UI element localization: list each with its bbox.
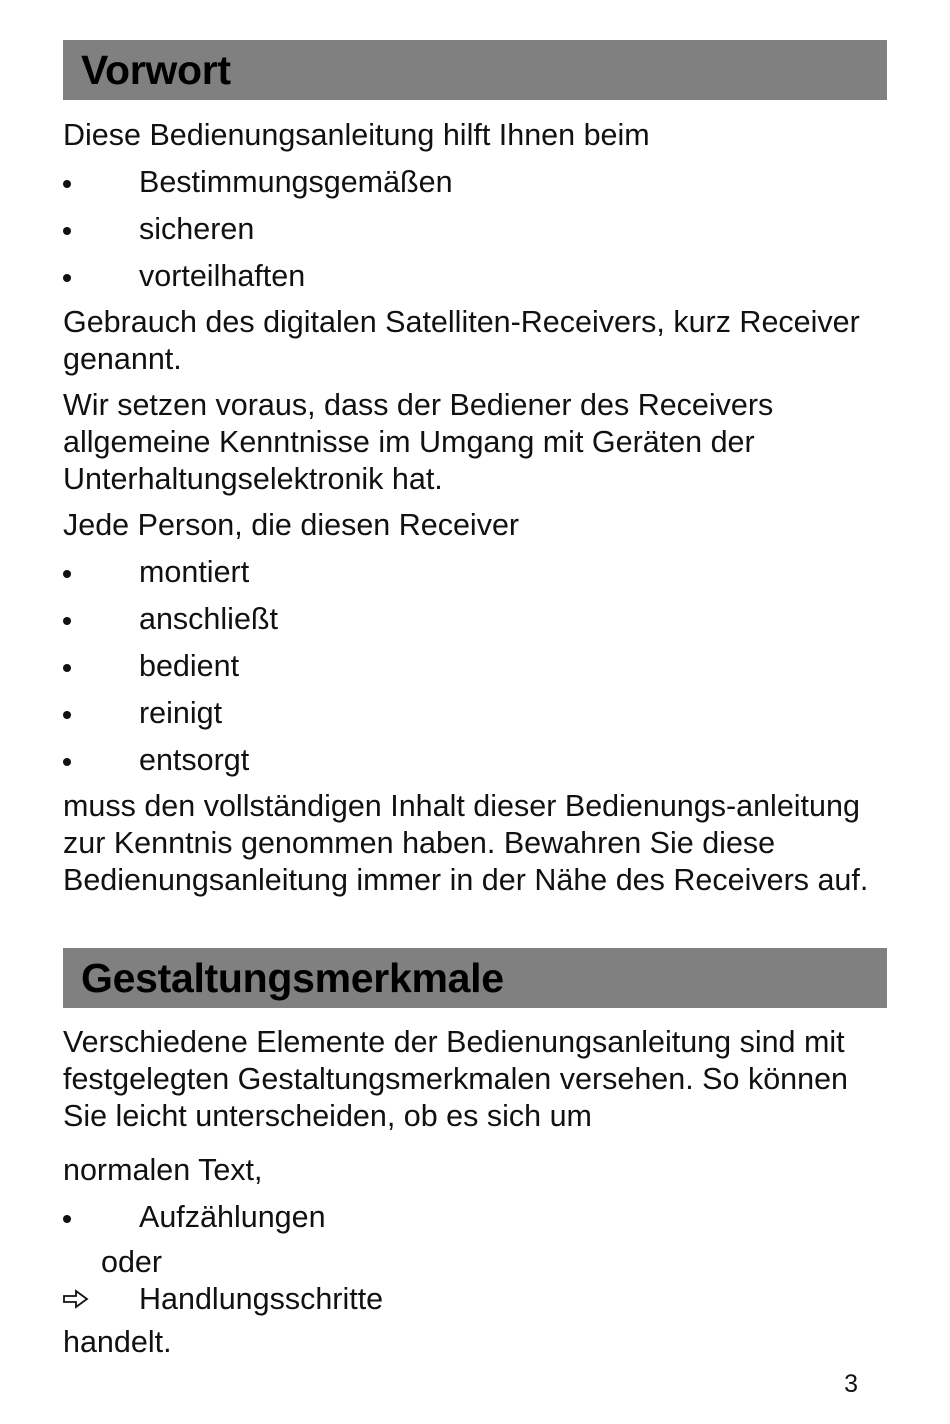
list-item: montiert [63, 554, 887, 591]
bullet-icon [63, 664, 71, 672]
list-item: bedient [63, 648, 887, 685]
usage-list [63, 164, 887, 295]
bullet-icon [63, 180, 71, 188]
bullet-icon [63, 227, 71, 235]
bullet-icon [63, 570, 71, 578]
document-page [63, 40, 887, 1361]
paragraph: Jede Person, die diesen Receiver [63, 508, 520, 542]
paragraph: Gebrauch des digitalen Satelliten-Receivers, kurz Receiver genannt. [63, 305, 860, 376]
bullet-icon [63, 1215, 71, 1223]
list-item: anschließt [63, 601, 887, 638]
paragraph: muss den vollständigen Inhalt dieser Bedienungs-anleitung zur Kenntnis genommen haben. Bewahren Sie diese Bedienungsanleitung immer in der Nähe des Receivers auf. [63, 789, 869, 897]
bullet-icon [63, 711, 71, 719]
paragraph: normalen Text, [63, 1153, 263, 1187]
or-text: oder [101, 1245, 163, 1279]
closing-text: handelt. [63, 1325, 172, 1359]
bullet-icon [63, 274, 71, 282]
list-item: vorteilhaften [63, 258, 887, 295]
person-tasks-list [63, 554, 887, 779]
list-item: Aufzählungen [63, 1199, 887, 1236]
bullet-icon [63, 758, 71, 766]
format-list [63, 1199, 887, 1236]
step-item: Handlungsschritte [63, 1281, 887, 1318]
list-item: Bestimmungsgemäßen [63, 164, 887, 201]
bullet-icon [63, 617, 71, 625]
page-number: 3 [844, 1370, 858, 1398]
paragraph: Wir setzen voraus, dass der Bediener des Receivers allgemeine Kenntnisse im Umgang mit Geräten der Unterhaltungselektronik hat. [63, 388, 774, 496]
list-item: reinigt [63, 695, 887, 732]
outline-arrow-icon [63, 1289, 89, 1309]
paragraph: Verschiedene Elemente der Bedienungsanleitung sind mit festgelegten Gestaltungsmerkmalen versehen. So können Sie leicht unterscheiden, ob es sich um [63, 1025, 849, 1133]
list-item: entsorgt [63, 742, 887, 779]
intro-text: Diese Bedienungsanleitung hilft Ihnen beim [63, 118, 650, 152]
list-item: sicheren [63, 211, 887, 248]
heading-gestaltungsmerkmale: Gestaltungsmerkmale [63, 948, 887, 1008]
heading-vorwort: Vorwort [63, 40, 887, 100]
